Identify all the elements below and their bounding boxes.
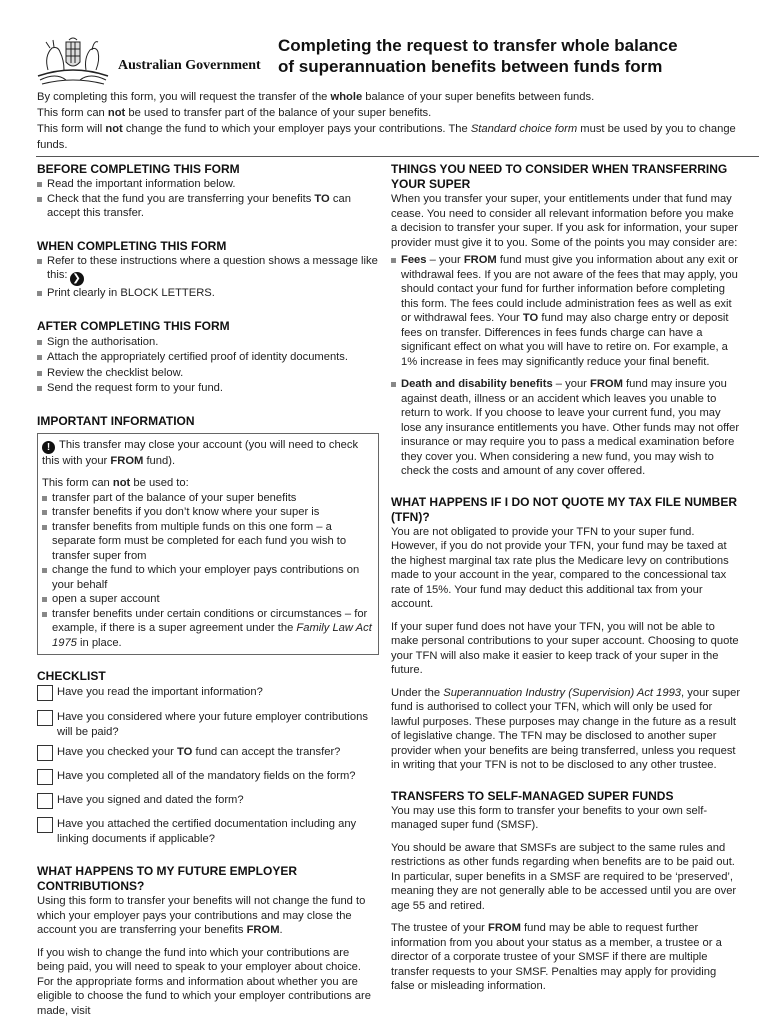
title-line-1: Completing the request to transfer whole balance	[278, 36, 678, 55]
list-item: transfer benefits under certain conditions or circumstances – for example, if there is a super agreement under the Family Law Act 1975 in place.	[42, 607, 374, 651]
list-item: Review the checklist below.	[37, 366, 379, 381]
intro	[37, 89, 737, 153]
gov-name: Australian Government	[118, 58, 261, 73]
smsf-heading: TRANSFERS TO SELF-MANAGED SUPER FUNDS	[391, 788, 674, 803]
smsf-p2: You should be aware that SMSFs are subject to the same rules and restrictions as other funds regarding when benefits are to be paid out. In particular, super benefits in a SMSF are required to be ‘preserved’, meaning they are not generally able to be accessed until you are over age 55 and retired.	[391, 841, 737, 912]
when-list	[37, 254, 379, 301]
checklist-heading: CHECKLIST	[37, 669, 106, 683]
after-heading: AFTER COMPLETING THIS FORM	[37, 318, 230, 333]
tfn-heading: WHAT HAPPENS IF I DO NOT QUOTE MY TAX FILE NUMBER (TFN)?	[391, 494, 738, 524]
consider-list	[391, 253, 741, 479]
list-item: Check that the fund you are transferring your benefits TO can accept this transfer.	[37, 192, 379, 221]
checkbox[interactable]	[37, 745, 53, 761]
list-item: Fees – your FROM fund must give you information about any exit or withdrawal fees. If you are not aware of the fees that may apply, you should contact your fund for further information before completing this form. The fees could include administration fees as well as exit or withdrawal fees. Your TO fund may also charge entry or deposit fees on transfer. Differences in fees funds charge can have a significant effect on what you will have to retire on. For example, a 1% increase in fees may significantly reduce your final benefit.	[391, 253, 741, 369]
list-item: transfer part of the balance of your super benefits	[42, 491, 374, 506]
arrow-right-icon: ❯	[70, 272, 84, 286]
important-heading: IMPORTANT INFORMATION	[37, 413, 195, 428]
future-heading: WHAT HAPPENS TO MY FUTURE EMPLOYER CONTRIBUTIONS?	[37, 864, 298, 893]
smsf-p3: The trustee of your FROM fund may be able to request further information from you about your status as a member, a trustee or a director of a corporate trustee of your SMSF if there are multiple transfer requests to your SMSF. Penalties may apply for providing false or misleading information.	[391, 922, 722, 992]
checkbox[interactable]	[37, 769, 53, 785]
list-item: open a super account	[42, 592, 374, 607]
tfn-p2: If your super fund does not have your TFN, you will not be able to make personal contributions to your super account. Choosing to quote your TFN will also make it easier to keep track of your super in the future.	[391, 620, 739, 676]
cannot-list	[42, 491, 374, 651]
cannot-text: This form can not be used to:	[42, 477, 189, 489]
before-list	[37, 177, 379, 221]
list-item: Death and disability benefits – your FROM fund may insure you against death, illness or an accident which leaves you unable to return to work. If you choose to leave your current fund, you may lose any insurance entitlements you have. Other funds may not offer insurance or may require you to pass a medical examination before they cover you. When considering a new fund, you may wish to check the costs and amount of any cover offered.	[391, 377, 741, 479]
consider-heading: THINGS YOU NEED TO CONSIDER WHEN TRANSFERRING YOUR SUPER	[391, 162, 728, 191]
checkbox[interactable]	[37, 817, 53, 833]
list-item: Refer to these instructions where a question shows a message like this: ❯	[37, 254, 379, 287]
intro-p1: By completing this form, you will request the transfer of the whole balance of your super benefits between funds.	[37, 91, 595, 103]
list-item: Send the request form to your fund.	[37, 381, 379, 396]
list-item: transfer benefits from multiple funds on this one form – a separate form must be completed for each fund you wish to transfer super from	[42, 520, 374, 564]
checkbox[interactable]	[37, 710, 53, 726]
checklist-item: Have you signed and dated the form?	[37, 793, 379, 809]
checkbox[interactable]	[37, 793, 53, 809]
list-item: Attach the appropriately certified proof of identity documents.	[37, 350, 379, 365]
title-line-2: of superannuation benefits between funds form	[278, 57, 663, 76]
after-list	[37, 335, 379, 396]
intro-p3: This form will not change the fund to which your employer pays your contributions. The Standard choice form must be used by you to change funds.	[37, 123, 736, 151]
tfn-p3: Under the Superannuation Industry (Supervision) Act 1993, your super fund is authorised to collect your TFN, which will only be used for lawful purposes. These purposes may change in the future as a result of legislative change. The TFN may be disclosed to another super provider when your benefits are being transferred, unless you request in writing that your TFN is not to be disclosed to any other trustee.	[391, 686, 741, 771]
before-heading: BEFORE COMPLETING THIS FORM	[37, 162, 240, 176]
checkbox[interactable]	[37, 685, 53, 701]
checklist-item: Have you checked your TO fund can accept the transfer?	[37, 745, 379, 761]
tfn-p1: You are not obligated to provide your TFN to your super fund. However, if you do not provide your TFN, your fund may be taxed at the highest marginal tax rate plus the Medicare levy on contributions made to your account in the year, compared to the concessional tax rate of 15%. Your fund may deduct this additional tax from your account.	[391, 525, 729, 610]
page-title	[278, 35, 748, 77]
checklist-item: Have you completed all of the mandatory fields on the form?	[37, 769, 379, 785]
exclamation-icon: !	[42, 441, 55, 454]
warning-text: ! This transfer may close your account (you will need to check this with your FROM fund).	[42, 438, 359, 467]
smsf-p1: You may use this form to transfer your benefits to your own self-managed super fund (SMSF).	[391, 804, 708, 831]
list-item: Read the important information below.	[37, 177, 379, 192]
divider	[36, 156, 759, 157]
list-item: transfer benefits if you don’t know where your super is	[42, 505, 374, 520]
checklist-item: Have you considered where your future employer contributions will be paid?	[37, 710, 379, 739]
future-p2: If you wish to change the fund into which your contributions are being paid, you will need to speak to your employer about choice. For the appropriate forms and information about whether you are eligible to choose the fund to which your employer contributions are made, visit	[37, 946, 371, 1017]
important-box	[37, 433, 379, 656]
future-p1: Using this form to transfer your benefits will not change the fund to which your employer pays your contributions and may close the account you are transferring your benefits FROM.	[37, 895, 366, 936]
checklist-item: Have you read the important information?	[37, 685, 379, 701]
consider-p1: When you transfer your super, your entitlements under that fund may cease. You need to consider all relevant information before you make a decision to transfer your super. If you ask for information, your super provider must give it to you. Some of the points you may consider are:	[391, 193, 738, 249]
list-item: Sign the authorisation.	[37, 335, 379, 350]
left-column	[37, 162, 379, 1018]
list-item: Print clearly in BLOCK LETTERS.	[37, 286, 379, 301]
when-heading: WHEN COMPLETING THIS FORM	[37, 238, 227, 253]
right-column	[391, 162, 741, 994]
coat-of-arms-icon	[36, 36, 110, 88]
page-header	[0, 0, 768, 88]
checklist-item: Have you attached the certified documentation including any linking documents if applicable?	[37, 817, 379, 846]
intro-p2: This form can not be used to transfer part of the balance of your super benefits.	[37, 107, 432, 119]
list-item: change the fund to which your employer pays contributions on your behalf	[42, 563, 374, 592]
